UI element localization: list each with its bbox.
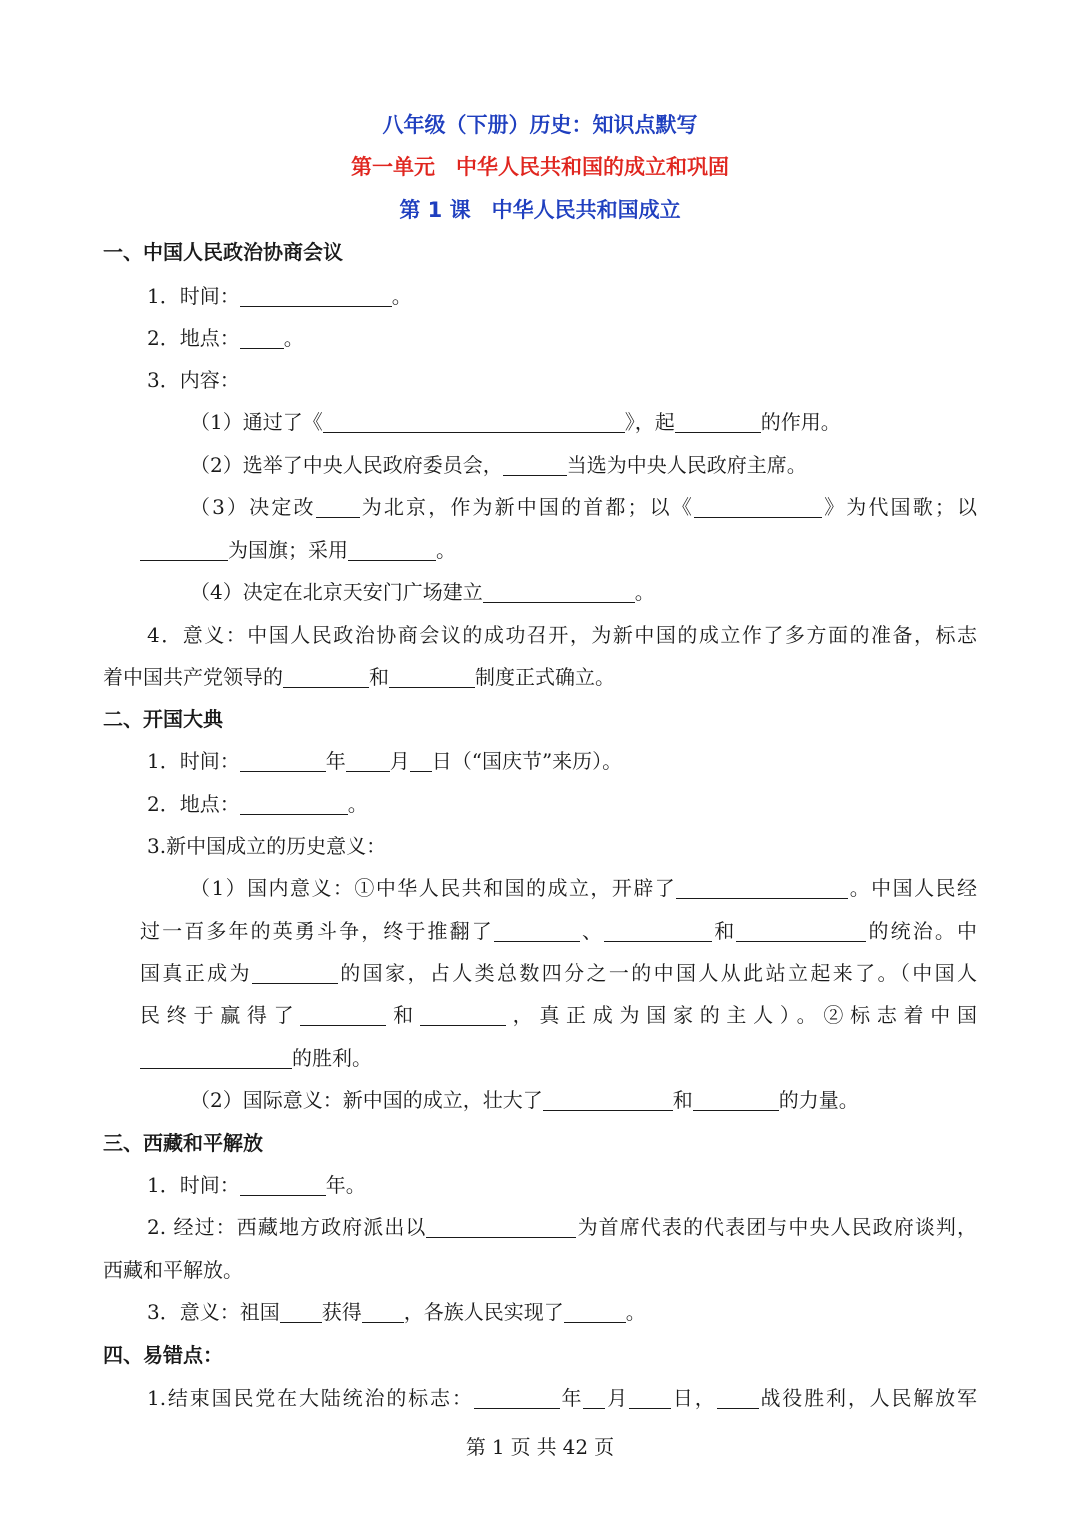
text: 为首席代表的代表团与中央人民政府谈判， (576, 1215, 977, 1239)
s1-time-line (147, 281, 412, 311)
text: 2．地点： (147, 792, 240, 816)
fill-blank[interactable] (503, 453, 567, 476)
page-number: 1 (491, 1435, 505, 1459)
text: 的力量。 (778, 1088, 859, 1112)
lesson-title: 第 1 课 中华人民共和国成立 (399, 198, 681, 222)
fill-blank[interactable] (140, 1046, 292, 1069)
total-pages: 42 (562, 1435, 589, 1459)
fill-blank[interactable] (494, 919, 580, 942)
text: 战役胜利，人民解放军 (758, 1386, 978, 1410)
fill-blank[interactable] (348, 538, 436, 561)
footer-text: 页 (510, 1435, 531, 1459)
text: 1.结束国民党在大陆统治的标志： (147, 1386, 474, 1410)
fill-blank[interactable] (252, 961, 338, 984)
text: ，真正成为国家的主人）。②标志着中国 (505, 1003, 978, 1027)
text: 。 (391, 284, 412, 308)
footer-text: 页 (594, 1435, 615, 1459)
s3-significance-line (147, 1297, 646, 1327)
section-heading-error-prone: 四、易错点： (103, 1343, 223, 1367)
text: 月 (605, 1386, 630, 1410)
s2-domestic-significance (190, 873, 977, 903)
fill-blank[interactable] (362, 1300, 404, 1323)
text: 国真正成为 (140, 961, 252, 985)
text: 和 (672, 1088, 693, 1112)
s3-process-line (147, 1212, 977, 1242)
s2-domestic-line-4 (140, 1000, 977, 1030)
s2-domestic-line-3 (140, 958, 977, 988)
text: 年 (325, 749, 346, 773)
fill-blank[interactable] (583, 1386, 605, 1409)
s2-international-significance (190, 1085, 859, 1115)
fill-blank[interactable] (140, 538, 228, 561)
s1-place-line (147, 323, 304, 353)
text: 的作用。 (760, 410, 841, 434)
fill-blank[interactable] (410, 749, 432, 772)
text: 2．地点： (147, 326, 240, 350)
text: （3）决定改 (190, 495, 316, 519)
s1-content-item-4 (190, 577, 655, 607)
text: 》，起 (624, 410, 675, 434)
fill-blank[interactable] (474, 1386, 560, 1409)
fill-blank[interactable] (323, 410, 625, 433)
unit-title: 第一单元 中华人民共和国的成立和巩固 (351, 155, 729, 179)
text: ，各族人民实现了 (403, 1300, 564, 1324)
fill-blank[interactable] (564, 1300, 626, 1323)
text: 1．时间： (147, 284, 240, 308)
text: 和 (712, 919, 737, 943)
document-title: 八年级（下册）历史：知识点默写 (382, 113, 698, 137)
footer-text: 共 (536, 1435, 557, 1459)
text: 当选为中央人民政府主席。 (566, 453, 807, 477)
footer-text: 第 (465, 1435, 486, 1459)
fill-blank[interactable] (693, 1088, 779, 1111)
s1-content-item-2 (190, 450, 807, 480)
text: 和 (386, 1003, 420, 1027)
s1-content-item-3 (190, 492, 977, 522)
fill-blank[interactable] (316, 495, 360, 518)
s2-domestic-line-2 (140, 916, 977, 946)
fill-blank[interactable] (736, 919, 866, 942)
text: 为北京，作为新中国的首都；以《 (359, 495, 694, 519)
text: 3．意义：祖国 (147, 1300, 280, 1324)
s1-content-item-1 (190, 407, 841, 437)
text: 。 (436, 538, 456, 562)
text: （4）决定在北京天安门广场建立 (190, 580, 483, 604)
text: （2）国际意义：新中国的成立，壮大了 (190, 1088, 543, 1112)
text: （1）国内意义：①中华人民共和国的成立，开辟了 (190, 876, 677, 900)
text: 日（“国庆节”来历）。 (431, 749, 623, 773)
text: （2）选举了中央人民政府委员会， (190, 453, 503, 477)
fill-blank[interactable] (604, 919, 712, 942)
section-heading-founding-ceremony: 二、开国大典 (103, 707, 223, 731)
s3-process-cont: 西藏和平解放。 (103, 1258, 243, 1282)
fill-blank[interactable] (483, 580, 635, 603)
fill-blank[interactable] (280, 1300, 322, 1323)
text: 过一百多年的英勇斗争，终于推翻了 (140, 919, 494, 943)
s2-domestic-line-5 (140, 1043, 372, 1073)
s1-content-label: 3．内容： (147, 368, 240, 392)
text: 的胜利。 (292, 1046, 372, 1070)
fill-blank[interactable] (675, 410, 761, 433)
text: 日， (671, 1386, 717, 1410)
text: 民终于赢得了 (140, 1003, 301, 1027)
s2-significance-label: 3.新中国成立的历史意义： (147, 834, 387, 858)
text: 的国家，占人类总数四分之一的中国人从此站立起来了。（中国人 (337, 961, 978, 985)
text: 月 (389, 749, 410, 773)
fill-blank[interactable] (240, 1173, 326, 1196)
text: 1．时间： (147, 1173, 240, 1197)
fill-blank[interactable] (420, 1003, 506, 1026)
text: 。 (283, 326, 304, 350)
fill-blank[interactable] (240, 284, 392, 307)
fill-blank[interactable] (300, 1003, 386, 1026)
fill-blank[interactable] (283, 665, 369, 688)
text: 。中国人民经 (848, 876, 977, 900)
fill-blank[interactable] (240, 792, 348, 815)
section-heading-cppcc: 一、中国人民政治协商会议 (103, 240, 343, 264)
fill-blank[interactable] (346, 749, 390, 772)
section-heading-tibet: 三、西藏和平解放 (103, 1131, 263, 1155)
fill-blank[interactable] (426, 1215, 576, 1238)
text: 的统治。中 (866, 919, 978, 943)
s1-significance: 4．意义：中国人民政治协商会议的成功召开，为新中国的成立作了多方面的准备，标志 (147, 623, 977, 647)
text: 》为代国歌；以 (821, 495, 977, 519)
s2-time-line (147, 746, 622, 776)
text: 2. 经过：西藏地方政府派出以 (147, 1215, 427, 1239)
fill-blank[interactable] (543, 1088, 673, 1111)
text: 着中国共产党领导的 (103, 665, 283, 689)
s3-time-line (147, 1170, 366, 1200)
text: 。 (625, 1300, 646, 1324)
s4-line-1 (147, 1383, 977, 1413)
text: 为国旗；采用 (228, 538, 348, 562)
text: 年 (559, 1386, 584, 1410)
text: 和 (369, 665, 389, 689)
s1-content-item-3-cont (140, 535, 456, 565)
s1-significance-cont (103, 662, 615, 692)
fill-blank[interactable] (629, 1386, 671, 1409)
fill-blank[interactable] (240, 749, 326, 772)
text: 制度正式确立。 (475, 665, 615, 689)
text: 获得 (321, 1300, 362, 1324)
fill-blank[interactable] (717, 1386, 759, 1409)
text: （1）通过了《 (190, 410, 323, 434)
fill-blank[interactable] (694, 495, 822, 518)
text: 1．时间： (147, 749, 240, 773)
fill-blank[interactable] (676, 876, 848, 899)
text: 、 (579, 919, 605, 943)
text: 。 (347, 792, 368, 816)
fill-blank[interactable] (389, 665, 475, 688)
text: 年。 (325, 1173, 366, 1197)
page-footer (0, 1432, 1080, 1462)
s2-place-line (147, 789, 368, 819)
fill-blank[interactable] (240, 326, 284, 349)
text: 。 (634, 580, 655, 604)
